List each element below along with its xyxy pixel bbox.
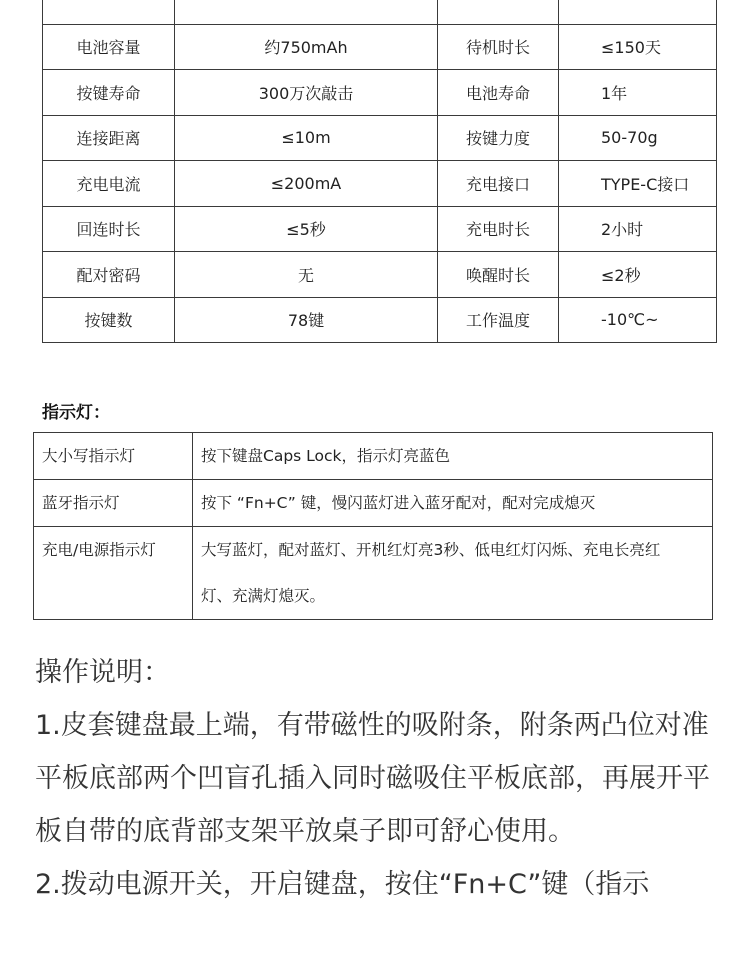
indicator-title: 指示灯： bbox=[42, 403, 110, 423]
indicator-table bbox=[33, 432, 713, 620]
spec-value bbox=[559, 0, 717, 24]
indicator-desc: 大写蓝灯，配对蓝灯、开机红灯亮3秒、低电红灯闪烁、充电长亮红灯、充满灯熄灭。 bbox=[193, 527, 713, 620]
spec-value: ≤10m bbox=[175, 115, 438, 161]
spec-label: 配对密码 bbox=[43, 252, 175, 298]
spec-value: ≤150天 bbox=[559, 24, 717, 70]
spec-row bbox=[43, 70, 717, 116]
spec-row bbox=[43, 0, 717, 24]
spec-value: 约750mAh bbox=[175, 24, 438, 70]
spec-label: 连接距离 bbox=[43, 115, 175, 161]
spec-label: 电池寿命 bbox=[438, 70, 559, 116]
spec-label: 充电电流 bbox=[43, 161, 175, 207]
indicator-row bbox=[34, 527, 713, 620]
indicator-row bbox=[34, 480, 713, 527]
spec-value bbox=[175, 0, 438, 24]
spec-label: 待机时长 bbox=[438, 24, 559, 70]
operation-paragraph: 1.皮套键盘最上端，有带磁性的吸附条，附条两凸位对准平板底部两个凹盲孔插入同时磁吸住平板底部，再展开平板自带的底背部支架平放桌子即可舒心使用。 bbox=[35, 710, 710, 847]
spec-value: -10℃~ bbox=[559, 297, 717, 343]
spec-label: 电池容量 bbox=[43, 24, 175, 70]
spec-label: 按键寿命 bbox=[43, 70, 175, 116]
indicator-name: 充电/电源指示灯 bbox=[34, 527, 193, 620]
indicator-name: 大小写指示灯 bbox=[34, 433, 193, 480]
operation-section bbox=[35, 646, 725, 911]
spec-value: 无 bbox=[175, 252, 438, 298]
spec-label: 按键数 bbox=[43, 297, 175, 343]
spec-table bbox=[42, 0, 717, 343]
operation-title: 操作说明： bbox=[35, 657, 170, 688]
operation-paragraph: 2.拨动电源开关，开启键盘，按住“Fn+C”键（指示 bbox=[35, 869, 650, 900]
spec-label bbox=[438, 0, 559, 24]
indicator-name: 蓝牙指示灯 bbox=[34, 480, 193, 527]
spec-row bbox=[43, 252, 717, 298]
spec-value: ≤5秒 bbox=[175, 206, 438, 252]
spec-label: 充电接口 bbox=[438, 161, 559, 207]
spec-value: 78键 bbox=[175, 297, 438, 343]
spec-row bbox=[43, 161, 717, 207]
spec-value: TYPE-C接口 bbox=[559, 161, 717, 207]
indicator-desc: 按下键盘Caps Lock，指示灯亮蓝色 bbox=[193, 433, 713, 480]
spec-row bbox=[43, 115, 717, 161]
spec-row bbox=[43, 24, 717, 70]
spec-row bbox=[43, 297, 717, 343]
indicator-row bbox=[34, 433, 713, 480]
spec-label: 充电时长 bbox=[438, 206, 559, 252]
spec-row bbox=[43, 206, 717, 252]
spec-label: 唤醒时长 bbox=[438, 252, 559, 298]
spec-value: ≤2秒 bbox=[559, 252, 717, 298]
indicator-desc: 按下 “Fn+C” 键，慢闪蓝灯进入蓝牙配对，配对完成熄灭 bbox=[193, 480, 713, 527]
spec-value: 50-70g bbox=[559, 115, 717, 161]
spec-value: ≤200mA bbox=[175, 161, 438, 207]
spec-label: 按键力度 bbox=[438, 115, 559, 161]
spec-value: 1年 bbox=[559, 70, 717, 116]
spec-label: 回连时长 bbox=[43, 206, 175, 252]
spec-value: 300万次敲击 bbox=[175, 70, 438, 116]
spec-label bbox=[43, 0, 175, 24]
spec-value: 2小时 bbox=[559, 206, 717, 252]
spec-label: 工作温度 bbox=[438, 297, 559, 343]
